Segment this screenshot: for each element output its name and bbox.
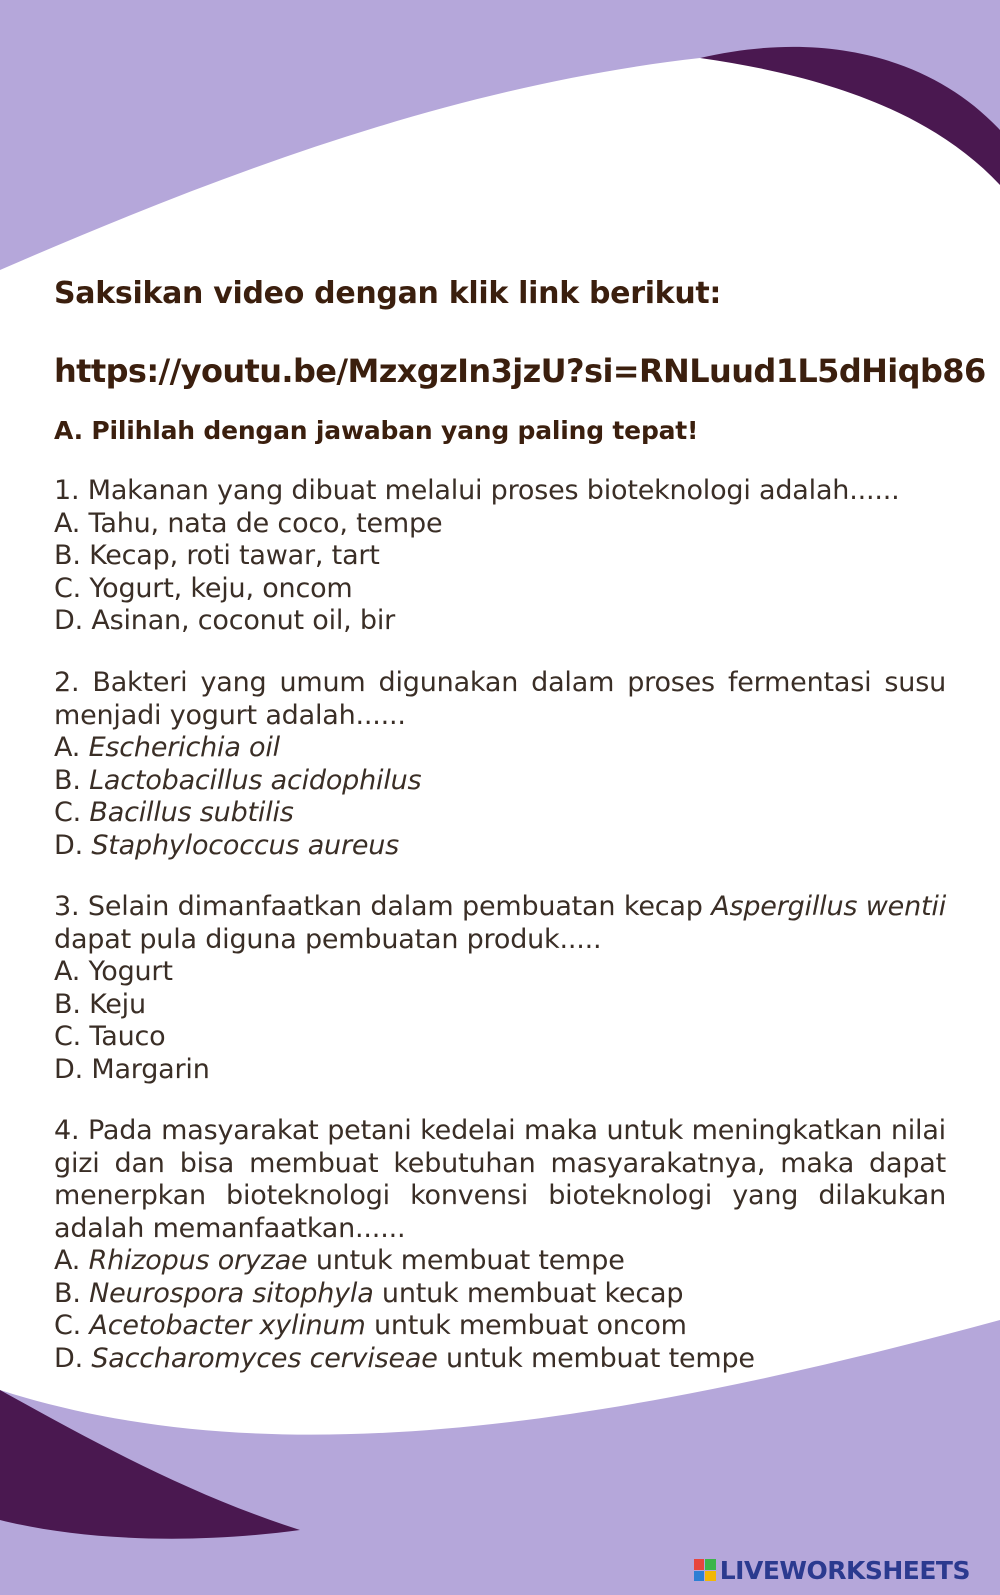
question-3-text bbox=[54, 891, 946, 956]
option-species: Bacillus subtilis bbox=[89, 797, 294, 828]
option-rest: untuk membuat oncom bbox=[365, 1310, 687, 1341]
logo-text: LIVEWORKSHEETS bbox=[719, 1555, 970, 1585]
question-3-text-start: 3. Selain dimanfaatkan dalam pembuatan kecap bbox=[54, 891, 712, 922]
question-2-option-b[interactable] bbox=[54, 765, 946, 798]
option-species: Rhizopus oryzae bbox=[88, 1245, 308, 1276]
liveworksheets-logo[interactable] bbox=[694, 1555, 970, 1585]
option-letter: C. bbox=[54, 797, 90, 828]
question-2-option-c[interactable] bbox=[54, 797, 946, 830]
option-species: Escherichia oil bbox=[88, 732, 280, 763]
question-3-option-b[interactable]: B. Keju bbox=[54, 988, 146, 1020]
question-3-option-a[interactable]: A. Yogurt bbox=[54, 956, 173, 987]
question-2-option-d[interactable] bbox=[54, 830, 946, 863]
question-1 bbox=[54, 475, 946, 638]
question-4-option-d[interactable] bbox=[54, 1343, 946, 1376]
question-4-option-a[interactable] bbox=[54, 1245, 946, 1278]
option-letter: A. bbox=[54, 1245, 89, 1276]
question-2-option-a[interactable] bbox=[54, 732, 946, 765]
question-1-option-a[interactable]: A. Tahu, nata de coco, tempe bbox=[54, 507, 443, 539]
question-4-option-b[interactable] bbox=[54, 1278, 946, 1311]
option-letter: B. bbox=[54, 764, 90, 796]
option-species: Neurospora sitophyla bbox=[89, 1277, 374, 1309]
option-letter: B. bbox=[54, 1277, 90, 1309]
option-rest: untuk membuat kecap bbox=[373, 1277, 684, 1309]
question-2 bbox=[54, 667, 946, 862]
question-4 bbox=[54, 1115, 946, 1375]
option-letter: C. bbox=[54, 1310, 90, 1341]
option-species: Lactobacillus acidophilus bbox=[89, 764, 422, 796]
question-3-text-end: dapat pula diguna pembuatan produk..... bbox=[54, 923, 602, 955]
question-4-option-c[interactable] bbox=[54, 1310, 946, 1343]
question-4-text: 4. Pada masyarakat petani kedelai maka untuk meningkatkan nilai gizi dan bisa membuat kebutuhan masyarakatnya, maka dapat menerpkan bioteknologi konvensi bioteknologi yang dilakukan adalah memanfaatkan...... bbox=[54, 1115, 946, 1244]
question-1-option-c[interactable]: C. Yogurt, keju, oncom bbox=[54, 572, 353, 604]
option-rest: untuk membuat tempe bbox=[307, 1245, 625, 1276]
question-3 bbox=[54, 891, 946, 1086]
question-1-text: 1. Makanan yang dibuat melalui proses bioteknologi adalah...... bbox=[54, 475, 900, 506]
question-3-species: Aspergillus wentii bbox=[711, 891, 946, 922]
option-letter: A. bbox=[54, 732, 89, 763]
video-link[interactable]: https://youtu.be/MzxgzIn3jzU?si=RNLuud1L5dHiqb86 bbox=[54, 352, 986, 390]
option-rest: untuk membuat tempe bbox=[437, 1342, 755, 1374]
question-3-option-c[interactable]: C. Tauco bbox=[54, 1021, 166, 1052]
option-species: Staphylococcus aureus bbox=[91, 829, 400, 861]
question-1-option-b[interactable]: B. Kecap, roti tawar, tart bbox=[54, 540, 380, 571]
option-letter: D. bbox=[54, 829, 92, 861]
question-1-option-d[interactable]: D. Asinan, coconut oil, bir bbox=[54, 605, 396, 636]
top-lavender-wave bbox=[0, 0, 1000, 270]
watch-prompt: Saksikan video dengan klik link berikut: bbox=[54, 276, 722, 311]
question-2-text: 2. Bakteri yang umum digunakan dalam proses fermentasi susu menjadi yogurt adalah...... bbox=[54, 667, 946, 731]
option-letter: D. bbox=[54, 1342, 92, 1374]
liveworksheets-logo-icon bbox=[694, 1559, 716, 1581]
question-3-option-d[interactable]: D. Margarin bbox=[54, 1053, 210, 1085]
option-species: Acetobacter xylinum bbox=[89, 1310, 366, 1341]
option-species: Saccharomyces cerviseae bbox=[91, 1342, 438, 1374]
section-title: A. Pilihlah dengan jawaban yang paling tepat! bbox=[54, 416, 699, 445]
